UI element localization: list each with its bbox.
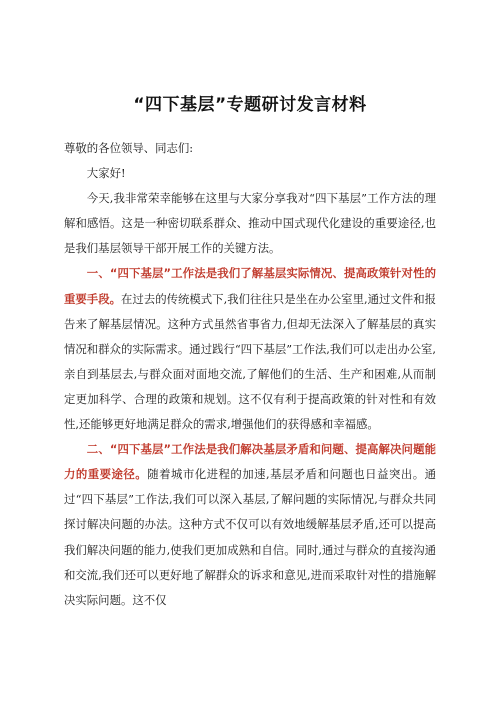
document-body bbox=[64, 136, 436, 613]
salutation: 尊敬的各位领导、同志们: bbox=[64, 141, 194, 155]
greeting: 大家好! bbox=[86, 166, 126, 181]
section-2-paragraph bbox=[64, 437, 436, 613]
intro-paragraph: 今天,我非常荣幸能够在这里与大家分享我对“四下基层”工作方法的理解和感悟。这是一种密切联系群众、推动中国式现代化建设的重要途径,也是我们基层领导干部开展工作的关键方法。 bbox=[64, 191, 436, 256]
section-1-heading: 一、“四下基层”工作法是我们了解基层实际情况、提高政策针对性的重要手段。 bbox=[64, 266, 436, 306]
section-1-body: 在过去的传统模式下,我们往往只是坐在办公室里,通过文件和报告来了解基层情况。这种方式虽然省事省力,但却无法深入了解基层的真实情况和群众的实际需求。通过践行“四下基层”工作法,我们可以走出办公室,亲自到基层去,与群众面对面地交流,了解他们的生活、生产和困难,从而制定更加科学、合理的政策和规划。这不仅有利于提高政策的针对性和有效性,还能够更好地满足群众的需求,增强他们的获得感和幸福感。 bbox=[64, 291, 436, 432]
section-1-paragraph bbox=[64, 261, 436, 437]
section-2-body: 随着城市化进程的加速,基层矛盾和问题也日益突出。通过“四下基层”工作法,我们可以深入基层,了解问题的实际情况,与群众共同探讨解决问题的办法。这种方式不仅可以有效地缓解基层矛盾,还可以提高我们解决问题的能力,使我们更加成熟和自信。同时,通过与群众的直接沟通和交流,我们还可以更好地了解群众的诉求和意见,进而采取针对性的措施解决实际问题。这不仅 bbox=[64, 467, 436, 607]
document-title: “四下基层”专题研讨发言材料 bbox=[133, 95, 367, 115]
section-2-heading: 二、“四下基层”工作法是我们解决基层矛盾和问题、提高解决问题能力的重要途径。 bbox=[64, 442, 436, 482]
